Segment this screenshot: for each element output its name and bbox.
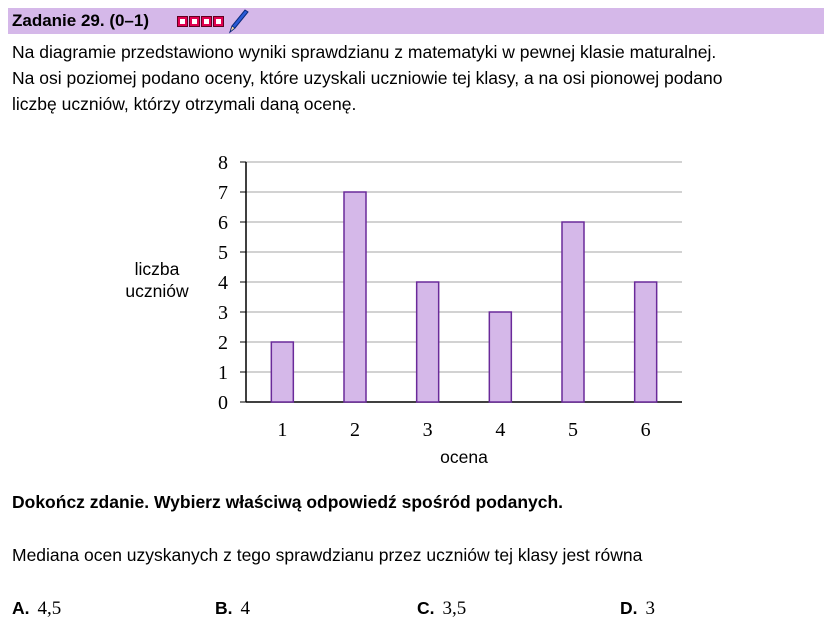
task-intro [12,39,822,117]
answer-option-a[interactable] [12,598,61,620]
x-axis-title: ocena [440,447,488,467]
y-tick-label: 4 [218,272,228,294]
answer-letter: A. [12,598,30,618]
answer-option-c[interactable] [417,598,466,620]
answer-value: 3 [645,598,655,619]
y-tick-label: 0 [218,392,228,414]
bar [562,222,584,402]
x-tick-label: 6 [640,419,651,441]
x-tick-label: 3 [422,419,433,441]
y-tick-label: 1 [218,362,228,384]
bar [489,312,511,402]
intro-line-3: liczbę uczniów, którzy otrzymali daną ocenę. [12,94,357,114]
task-title: Zadanie 29. (0–1) [12,11,150,30]
answer-value: 3,5 [442,598,467,619]
task-icons [177,8,249,34]
y-axis-title-line-2: uczniów [125,281,189,301]
task-header [8,8,824,34]
red-square-icon [189,16,200,27]
answer-option-b[interactable] [215,598,250,620]
x-tick-label: 5 [568,419,578,441]
answer-option-d[interactable] [620,598,655,620]
y-tick-label: 3 [218,302,228,324]
red-square-icon [213,16,224,27]
bar [271,342,293,402]
y-axis-title [112,258,202,302]
intro-line-2: Na osi poziomej podano oceny, które uzyskali uczniowie tej klasy, a na osi pionowej podano [12,68,723,88]
bar [417,282,439,402]
question-text: Mediana ocen uzyskanych z tego sprawdzianu przez uczniów tej klasy jest równa [12,545,643,565]
x-tick-label: 1 [277,419,288,441]
intro-line-1: Na diagramie przedstawiono wyniki sprawdzianu z matematyki w pewnej klasie maturalnej. [12,42,717,62]
answer-letter: D. [620,598,638,618]
bar [635,282,657,402]
answer-value: 4,5 [37,598,62,619]
red-square-icon [177,16,188,27]
y-tick-label: 5 [218,242,228,264]
x-tick-label: 2 [350,419,360,441]
instruction-text: Dokończ zdanie. Wybierz właściwą odpowiedź spośród podanych. [12,492,564,512]
answer-value: 4 [240,598,250,619]
answer-letter: B. [215,598,233,618]
red-square-icon [201,16,212,27]
bar [344,192,366,402]
y-tick-label: 2 [218,332,228,354]
y-axis-title-line-1: liczba [134,259,180,279]
pen-icon [227,8,249,34]
y-tick-label: 6 [218,212,228,234]
y-tick-label: 8 [218,152,228,174]
answer-letter: C. [417,598,435,618]
y-tick-label: 7 [218,182,228,204]
x-tick-label: 4 [495,419,506,441]
